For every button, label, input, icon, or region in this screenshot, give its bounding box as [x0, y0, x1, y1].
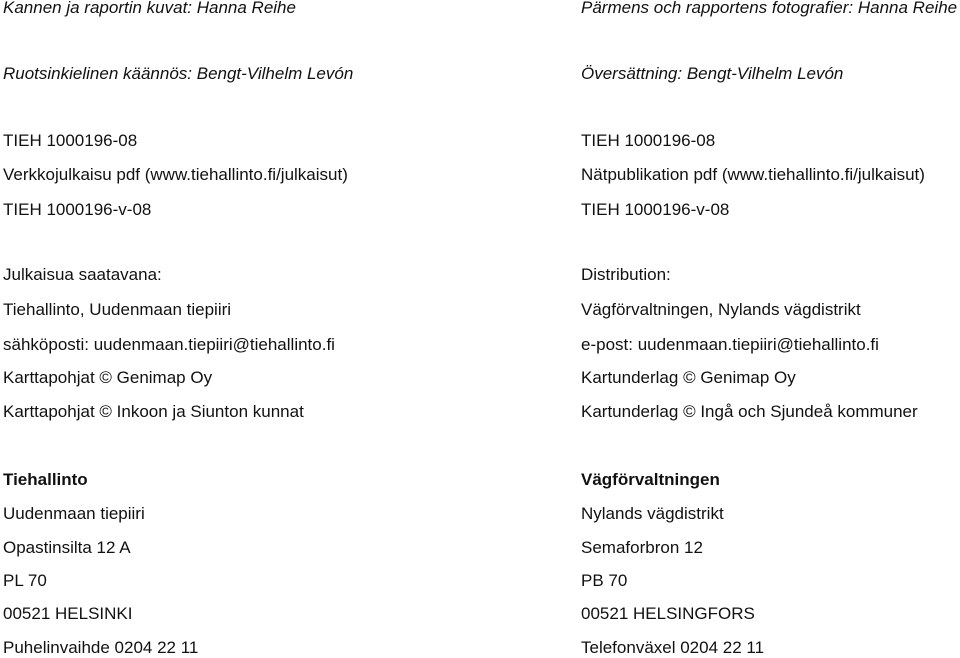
- photo-credits: Kannen ja raportin kuvat: Hanna Reihe: [3, 0, 296, 17]
- organization: Tiehallinto: [3, 470, 88, 489]
- map-copyright-1: Karttapohjat © Genimap Oy: [3, 368, 213, 387]
- district: Uudenmaan tiepiiri: [3, 504, 145, 523]
- distributor: Tiehallinto, Uudenmaan tiepiiri: [3, 300, 232, 319]
- translation-credits: Översättning: Bengt-Vilhelm Levón: [581, 64, 844, 83]
- map-copyright-1: Kartunderlag © Genimap Oy: [581, 368, 796, 387]
- email: sähköposti: uudenmaan.tiepiiri@tiehallinto.fi: [3, 335, 335, 354]
- publication-id-web: TIEH 1000196-v-08: [581, 200, 730, 219]
- street-address: Semaforbron 12: [581, 538, 703, 557]
- online-publication: Nätpublikation pdf (www.tiehallinto.fi/julkaisut): [581, 165, 925, 184]
- publication-id: TIEH 1000196-08: [3, 131, 138, 150]
- publication-id: TIEH 1000196-08: [581, 131, 716, 150]
- online-publication: Verkkojulkaisu pdf (www.tiehallinto.fi/julkaisut): [3, 165, 348, 184]
- translation-credits: Ruotsinkielinen käännös: Bengt-Vilhelm Levón: [3, 64, 354, 83]
- photo-credits: Pärmens och rapportens fotografier: Hanna Reihe: [581, 0, 958, 17]
- street-address: Opastinsilta 12 A: [3, 538, 131, 557]
- po-box: PB 70: [581, 571, 628, 590]
- map-copyright-2: Karttapohjat © Inkoon ja Siunton kunnat: [3, 402, 304, 421]
- availability-label: Distribution:: [581, 265, 671, 284]
- postal-city: 00521 HELSINKI: [3, 604, 133, 623]
- phone: Puhelinvaihde 0204 22 11: [3, 638, 199, 657]
- email: e-post: uudenmaan.tiepiiri@tiehallinto.fi: [581, 335, 879, 354]
- distributor: Vägförvaltningen, Nylands vägdistrikt: [581, 300, 861, 319]
- availability-label: Julkaisua saatavana:: [3, 265, 162, 284]
- organization: Vägförvaltningen: [581, 470, 720, 489]
- publication-id-web: TIEH 1000196-v-08: [3, 200, 152, 219]
- phone: Telefonväxel 0204 22 11: [581, 638, 765, 657]
- po-box: PL 70: [3, 571, 47, 590]
- postal-city: 00521 HELSINGFORS: [581, 604, 755, 623]
- map-copyright-2: Kartunderlag © Ingå och Sjundeå kommuner: [581, 402, 918, 421]
- district: Nylands vägdistrikt: [581, 504, 724, 523]
